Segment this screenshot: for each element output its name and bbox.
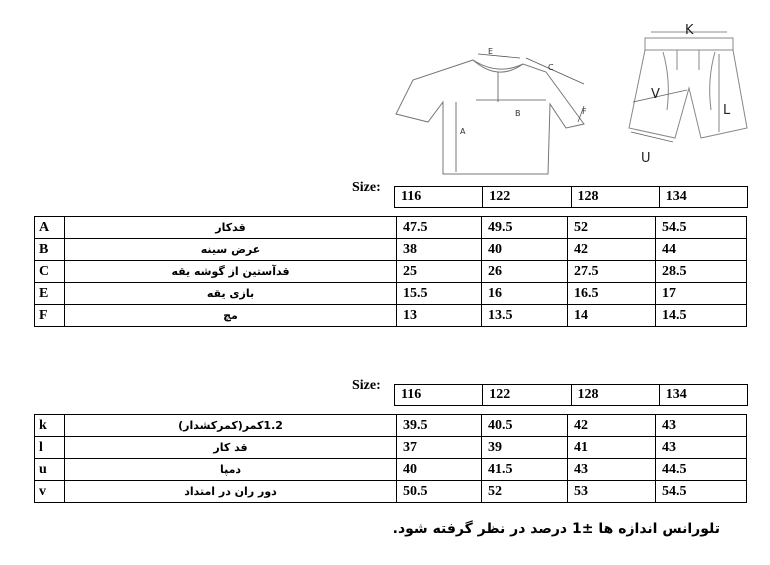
cell-value: 42: [568, 415, 656, 437]
cell-value: 44: [656, 239, 747, 261]
table-row: [35, 283, 747, 305]
row-code: v: [35, 481, 65, 503]
label-b: B: [515, 109, 521, 118]
row-description: بازی یقه: [65, 283, 397, 305]
label-v: V: [651, 87, 660, 102]
table-row: [35, 305, 747, 327]
cell-value: 54.5: [656, 481, 747, 503]
cell-value: 26: [482, 261, 568, 283]
cell-value: 43: [656, 415, 747, 437]
cell-value: 42: [568, 239, 656, 261]
cell-value: 14.5: [656, 305, 747, 327]
size-label-shirt: Size:: [352, 180, 381, 195]
label-e: E: [488, 47, 494, 56]
table-row: [35, 217, 747, 239]
shirt-measurement-table: [34, 216, 747, 327]
table-row: [35, 261, 747, 283]
cell-value: 27.5: [568, 261, 656, 283]
size-134: 134: [659, 187, 747, 208]
table-row: [35, 481, 747, 503]
cell-value: 47.5: [397, 217, 482, 239]
table-row: [35, 459, 747, 481]
cell-value: 13: [397, 305, 482, 327]
cell-value: 49.5: [482, 217, 568, 239]
size-116: 116: [395, 385, 483, 406]
row-description: قدآستین از گوشه یقه: [65, 261, 397, 283]
shirt-size-header: [394, 186, 748, 208]
row-code: u: [35, 459, 65, 481]
label-a: A: [460, 127, 466, 136]
cell-value: 28.5: [656, 261, 747, 283]
cell-value: 41: [568, 437, 656, 459]
size-128: 128: [571, 187, 659, 208]
cell-value: 40.5: [482, 415, 568, 437]
shorts-measurement-table: [34, 414, 747, 503]
cell-value: 50.5: [397, 481, 482, 503]
cell-value: 53: [568, 481, 656, 503]
size-label-shorts: Size:: [352, 378, 381, 393]
cell-value: 17: [656, 283, 747, 305]
size-134: 134: [659, 385, 747, 406]
row-description: 1.2کمر(کمرکشدار): [65, 415, 397, 437]
shirt-diagram: [388, 42, 598, 177]
row-description: مچ: [65, 305, 397, 327]
tolerance-note: تلورانس اندازه ها ±1 درصد در نظر گرفته شود.: [392, 521, 720, 537]
cell-value: 25: [397, 261, 482, 283]
cell-value: 38: [397, 239, 482, 261]
label-f: F: [582, 107, 587, 116]
table-row: [35, 239, 747, 261]
cell-value: 37: [397, 437, 482, 459]
row-code: F: [35, 305, 65, 327]
label-k: K: [685, 23, 694, 38]
row-description: دور ران در امتداد: [65, 481, 397, 503]
size-128: 128: [571, 385, 659, 406]
label-c: C: [548, 63, 554, 72]
size-122: 122: [483, 385, 571, 406]
row-code: E: [35, 283, 65, 305]
row-description: دمپا: [65, 459, 397, 481]
row-description: قد کار: [65, 437, 397, 459]
row-code: C: [35, 261, 65, 283]
shorts-diagram: [615, 20, 765, 170]
cell-value: 16: [482, 283, 568, 305]
cell-value: 16.5: [568, 283, 656, 305]
label-u: U: [641, 151, 651, 166]
cell-value: 40: [397, 459, 482, 481]
table-row: [35, 437, 747, 459]
table-row: [35, 415, 747, 437]
cell-value: 52: [568, 217, 656, 239]
size-122: 122: [483, 187, 571, 208]
row-code: A: [35, 217, 65, 239]
row-code: k: [35, 415, 65, 437]
size-116: 116: [395, 187, 483, 208]
cell-value: 54.5: [656, 217, 747, 239]
row-code: l: [35, 437, 65, 459]
cell-value: 39: [482, 437, 568, 459]
cell-value: 43: [656, 437, 747, 459]
cell-value: 13.5: [482, 305, 568, 327]
label-l: L: [723, 103, 731, 118]
cell-value: 43: [568, 459, 656, 481]
row-description: عرض سینه: [65, 239, 397, 261]
cell-value: 15.5: [397, 283, 482, 305]
cell-value: 41.5: [482, 459, 568, 481]
cell-value: 39.5: [397, 415, 482, 437]
row-description: قدکار: [65, 217, 397, 239]
cell-value: 40: [482, 239, 568, 261]
shorts-size-header: [394, 384, 748, 406]
cell-value: 44.5: [656, 459, 747, 481]
cell-value: 52: [482, 481, 568, 503]
row-code: B: [35, 239, 65, 261]
cell-value: 14: [568, 305, 656, 327]
